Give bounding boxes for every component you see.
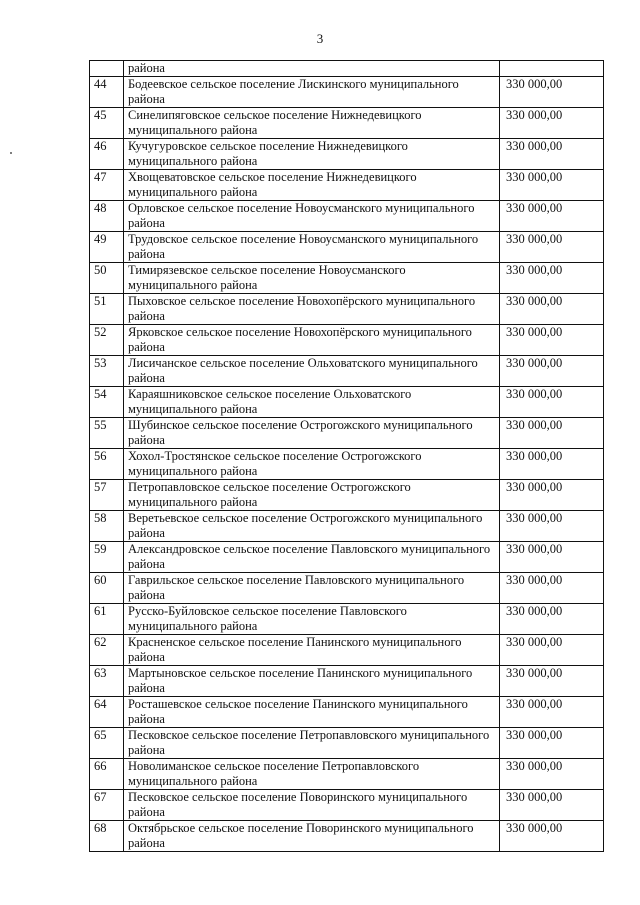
settlement-name: Орловское сельское поселение Новоусманского муниципального района [124,201,500,232]
settlement-name: Александровское сельское поселение Павловского муниципального района [124,542,500,573]
settlement-name: района [124,61,500,77]
settlement-name: Октябрьское сельское поселение Поворинского муниципального района [124,821,500,852]
settlement-name: Росташевское сельское поселение Панинского муниципального района [124,697,500,728]
table-row [90,139,604,170]
settlement-name: Кучугуровское сельское поселение Нижнедевицкого муниципального района [124,139,500,170]
row-number: 60 [90,573,124,604]
row-number: 52 [90,325,124,356]
settlement-name: Лисичанское сельское поселение Ольховатского муниципального района [124,356,500,387]
row-number: 66 [90,759,124,790]
table-row [90,666,604,697]
table-row [90,635,604,666]
grant-distribution-table [89,60,604,852]
row-number: 46 [90,139,124,170]
settlement-name: Шубинское сельское поселение Острогожского муниципального района [124,418,500,449]
grant-amount [500,61,604,77]
settlement-name: Ярковское сельское поселение Новохопёрского муниципального района [124,325,500,356]
grant-amount: 330 000,00 [500,790,604,821]
grant-amount: 330 000,00 [500,387,604,418]
grant-amount: 330 000,00 [500,325,604,356]
table-row [90,573,604,604]
grant-amount: 330 000,00 [500,139,604,170]
table-row [90,697,604,728]
row-number: 57 [90,480,124,511]
page-number: 3 [316,31,324,46]
grant-amount: 330 000,00 [500,480,604,511]
settlement-name: Хвощеватовское сельское поселение Нижнедевицкого муниципального района [124,170,500,201]
settlement-name: Пыховское сельское поселение Новохопёрского муниципального района [124,294,500,325]
row-number: 59 [90,542,124,573]
table-row-continuation [90,61,604,77]
settlement-name: Петропавловское сельское поселение Острогожского муниципального района [124,480,500,511]
table-row [90,480,604,511]
settlement-name: Красненское сельское поселение Панинского муниципального района [124,635,500,666]
table-row [90,790,604,821]
row-number: 45 [90,108,124,139]
row-number: 54 [90,387,124,418]
settlement-name: Караяшниковское сельское поселение Ольховатского муниципального района [124,387,500,418]
grant-amount: 330 000,00 [500,511,604,542]
grant-amount: 330 000,00 [500,821,604,852]
table-row [90,263,604,294]
table-row [90,728,604,759]
grant-amount: 330 000,00 [500,728,604,759]
settlement-name: Трудовское сельское поселение Новоусманского муниципального района [124,232,500,263]
grant-amount: 330 000,00 [500,77,604,108]
table-row [90,356,604,387]
grant-amount: 330 000,00 [500,759,604,790]
table-row [90,511,604,542]
row-number: 51 [90,294,124,325]
table-row [90,108,604,139]
grant-amount: 330 000,00 [500,201,604,232]
grant-amount: 330 000,00 [500,573,604,604]
table-row [90,170,604,201]
table-row [90,604,604,635]
settlement-name: Веретьевское сельское поселение Острогожского муниципального района [124,511,500,542]
table-row [90,449,604,480]
settlement-name: Новолиманское сельское поселение Петропавловского муниципального района [124,759,500,790]
grant-amount: 330 000,00 [500,108,604,139]
row-number: 58 [90,511,124,542]
scan-speck [10,152,12,154]
row-number: 50 [90,263,124,294]
row-number: 64 [90,697,124,728]
row-number: 61 [90,604,124,635]
row-number: 48 [90,201,124,232]
grant-amount: 330 000,00 [500,449,604,480]
grant-amount: 330 000,00 [500,418,604,449]
grant-amount: 330 000,00 [500,666,604,697]
row-number: 53 [90,356,124,387]
table-row [90,294,604,325]
table-row [90,418,604,449]
grant-amount: 330 000,00 [500,542,604,573]
grant-amount: 330 000,00 [500,635,604,666]
settlement-name: Песковское сельское поселение Петропавловского муниципального района [124,728,500,759]
row-number: 65 [90,728,124,759]
table-row [90,201,604,232]
settlement-name: Синелипяговское сельское поселение Нижнедевицкого муниципального района [124,108,500,139]
row-number: 44 [90,77,124,108]
row-number: 47 [90,170,124,201]
row-number: 56 [90,449,124,480]
row-number: 67 [90,790,124,821]
grant-amount: 330 000,00 [500,170,604,201]
table-row [90,232,604,263]
row-number: 55 [90,418,124,449]
table-row [90,77,604,108]
row-number: 49 [90,232,124,263]
settlement-name: Тимирязевское сельское поселение Новоусманского муниципального района [124,263,500,294]
settlement-name: Хохол-Тростянское сельское поселение Острогожского муниципального района [124,449,500,480]
settlement-name: Русско-Буйловское сельское поселение Павловского муниципального района [124,604,500,635]
settlement-name: Песковское сельское поселение Поворинского муниципального района [124,790,500,821]
grant-amount: 330 000,00 [500,356,604,387]
row-number: 68 [90,821,124,852]
grant-amount: 330 000,00 [500,263,604,294]
table-row [90,542,604,573]
table-row [90,821,604,852]
grant-amount: 330 000,00 [500,294,604,325]
settlement-name: Бодеевское сельское поселение Лискинского муниципального района [124,77,500,108]
row-number [90,61,124,77]
row-number: 63 [90,666,124,697]
table-row [90,759,604,790]
settlement-name: Гаврильское сельское поселение Павловского муниципального района [124,573,500,604]
grant-amount: 330 000,00 [500,697,604,728]
grant-amount: 330 000,00 [500,232,604,263]
row-number: 62 [90,635,124,666]
table-row [90,387,604,418]
table-row [90,325,604,356]
grant-amount: 330 000,00 [500,604,604,635]
table-body [90,61,604,852]
settlement-name: Мартыновское сельское поселение Панинского муниципального района [124,666,500,697]
